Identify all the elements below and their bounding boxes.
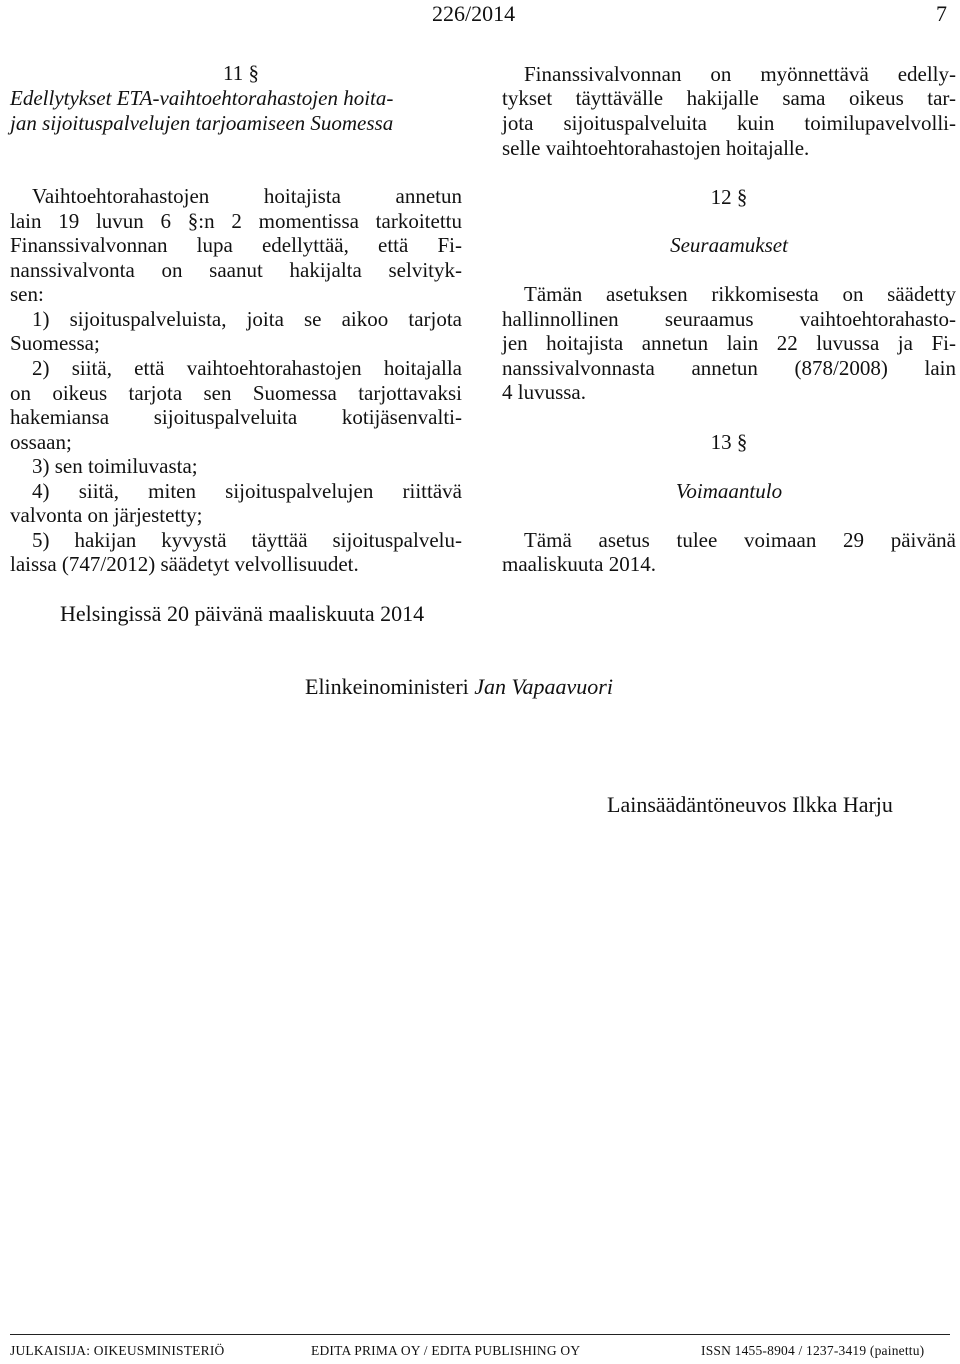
body-line: nanssivalvonta on saanut hakijalta selvityk- bbox=[10, 258, 462, 282]
document-number: 226/2014 bbox=[432, 1, 516, 26]
body-line: 2) siitä, että vaihtoehtorahastojen hoitajalla bbox=[32, 356, 462, 380]
body-line: hakemiansa sijoituspalveluita kotijäsenvalti- bbox=[10, 405, 462, 429]
section-11-title-line-2: jan sijoituspalvelujen tarjoamiseen Suomessa bbox=[10, 111, 394, 135]
body-line: laissa (747/2012) säädetyt velvollisuudet. bbox=[10, 552, 359, 576]
intro-line: selle vaihtoehtorahastojen hoitajalle. bbox=[502, 136, 810, 160]
section-12-line: 4 luvussa. bbox=[502, 380, 586, 404]
counsel-signature: Lainsäädäntöneuvos Ilkka Harju bbox=[607, 792, 893, 817]
body-line: Vaihtoehtorahastojen hoitajista annetun bbox=[32, 184, 462, 208]
body-line: sen: bbox=[10, 282, 44, 306]
body-line: valvonta on järjestetty; bbox=[10, 503, 203, 527]
footer-publisher: JULKAISIJA: OIKEUSMINISTERIÖ bbox=[10, 1343, 225, 1358]
body-line: Suomessa; bbox=[10, 331, 100, 355]
section-13-line: maaliskuuta 2014. bbox=[502, 552, 656, 576]
section-12-line: nanssivalvonnasta annetun (878/2008) lain bbox=[502, 356, 956, 380]
body-line: 3) sen toimiluvasta; bbox=[32, 454, 198, 478]
place-and-date: Helsingissä 20 päivänä maaliskuuta 2014 bbox=[60, 601, 425, 626]
section-12-line: hallinnollinen seuraamus vaihtoehtorahasto- bbox=[502, 307, 956, 331]
body-line: on oikeus tarjota sen Suomessa tarjottavaksi bbox=[10, 381, 462, 405]
footer-issn: ISSN 1455-8904 / 1237-3419 (painettu) bbox=[701, 1343, 925, 1358]
section-12-line: Tämän asetuksen rikkomisesta on säädetty bbox=[524, 282, 956, 306]
body-line: Finanssivalvonnan lupa edellyttää, että Fi- bbox=[10, 233, 462, 257]
minister-signature bbox=[305, 675, 613, 700]
body-line: 4) siitä, miten sijoituspalvelujen riittävä bbox=[32, 479, 462, 503]
section-13-title: Voimaantulo bbox=[675, 479, 783, 503]
body-line: 5) hakijan kyvystä täyttää sijoituspalvelu- bbox=[32, 528, 462, 552]
body-line: 1) sijoituspalveluista, joita se aikoo tarjota bbox=[32, 307, 462, 331]
section-11-number: 11 § bbox=[223, 61, 259, 85]
section-11-title-line-1: Edellytykset ETA-vaihtoehtorahastojen hoita- bbox=[10, 86, 394, 110]
footer-printer: EDITA PRIMA OY / EDITA PUBLISHING OY bbox=[311, 1343, 581, 1358]
intro-line: tykset täyttävälle hakijalle sama oikeus tar- bbox=[502, 86, 956, 110]
footer-divider bbox=[10, 1334, 950, 1335]
intro-line: jota sijoituspalveluita kuin toimilupavelvolli- bbox=[502, 111, 956, 135]
body-line: lain 19 luvun 6 §:n 2 momentissa tarkoitettu bbox=[10, 209, 462, 233]
intro-line: Finanssivalvonnan on myönnettävä edelly- bbox=[524, 62, 956, 86]
minister-name: Jan Vapaavuori bbox=[474, 674, 613, 699]
section-12-title: Seuraamukset bbox=[670, 233, 788, 257]
minister-title: Elinkeinoministeri bbox=[305, 674, 469, 699]
section-13-number: 13 § bbox=[710, 430, 748, 454]
section-12-number: 12 § bbox=[710, 185, 748, 209]
page-number: 7 bbox=[936, 1, 947, 26]
section-13-line: Tämä asetus tulee voimaan 29 päivänä bbox=[524, 528, 956, 552]
section-12-line: jen hoitajista annetun lain 22 luvussa ja Fi- bbox=[502, 331, 956, 355]
body-line: ossaan; bbox=[10, 430, 72, 454]
